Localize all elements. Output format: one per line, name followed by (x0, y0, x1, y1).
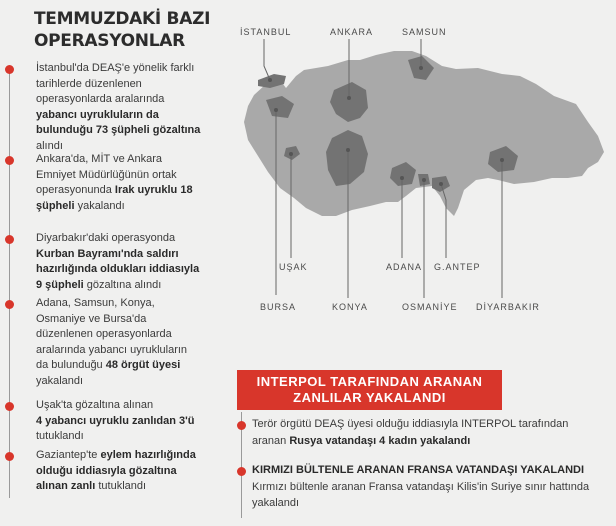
text-segment: alınan zanlı (36, 480, 96, 492)
dot-konya (346, 148, 350, 152)
text-segment: yakalandı (74, 199, 125, 212)
text-line (36, 312, 226, 328)
text-line (36, 92, 226, 108)
dot-osmaniye (422, 178, 426, 182)
dot-istanbul (268, 78, 272, 82)
text-line (252, 416, 607, 433)
turkey-map (236, 10, 616, 330)
bullet-dot (5, 156, 14, 165)
text-segment: düzenlenen operasyonlarda (36, 328, 172, 340)
bullet-dot (5, 300, 14, 309)
text-line (36, 374, 226, 390)
text-line (36, 77, 226, 93)
dot-ankara (347, 96, 351, 100)
interpol-banner (237, 370, 502, 410)
text-line (36, 247, 226, 263)
page-title (34, 8, 234, 52)
text-segment: Uşak'ta gözaltına alınan (36, 399, 154, 411)
label-samsun: SAMSUN (402, 27, 447, 37)
bullet-dot (5, 65, 14, 74)
text-line (36, 343, 226, 359)
text-segment: Ankara'da, MİT ve Ankara (36, 153, 163, 165)
text-segment: alındı (36, 139, 63, 152)
banner-line-1: INTERPOL TARAFINDAN ARANAN (256, 374, 483, 389)
text-line (36, 61, 226, 77)
text-segment: 48 örgüt üyesi (105, 359, 181, 371)
text-segment: şüpheli (36, 199, 75, 212)
list-item (36, 231, 226, 293)
text-line (252, 462, 607, 479)
text-segment: 4 yabancı uyruklu zanlıdan 3'ü (36, 414, 195, 427)
text-segment: Irak uyruklu 18 (114, 184, 193, 196)
text-line (252, 495, 607, 512)
text-line (36, 414, 226, 430)
label-osmaniye: OSMANİYE (402, 302, 458, 312)
title-line-1: TEMMUZDAKİ BAZI (34, 9, 211, 29)
bullet-dot (237, 421, 246, 430)
text-line (252, 479, 607, 496)
text-segment: tarihlerde düzenlenen (36, 77, 142, 90)
text-segment: Emniyet Müdürlüğünün ortak (36, 168, 177, 181)
text-line (36, 199, 226, 215)
text-segment: operasyonlarda aralarında (36, 93, 165, 105)
list-item (252, 416, 607, 449)
text-segment: Kırmızı bültenle aranan Fransa vatandaşı Kilis'in Suriye sınır hattında (252, 480, 590, 493)
timeline-line (9, 68, 10, 498)
bullet-dot (5, 402, 14, 411)
text-segment: aranan (252, 434, 290, 447)
list-item (36, 152, 226, 214)
text-segment: KIRMIZI BÜLTENLE ARANAN FRANSA VATANDAŞI YAKALANDI (252, 464, 585, 476)
text-line (36, 358, 226, 374)
text-segment: tutuklandı (95, 480, 147, 492)
list-item (36, 398, 226, 445)
text-line (36, 296, 226, 312)
text-segment: da bulunduğu (36, 359, 106, 371)
text-segment: Gaziantep'te (36, 449, 101, 461)
dot-usak (289, 152, 293, 156)
text-segment: Diyarbakır'daki operasyonda (36, 232, 176, 244)
label-diyarbakir: DİYARBAKIR (476, 302, 540, 312)
text-line (36, 479, 226, 495)
text-line (36, 464, 226, 480)
text-line (36, 327, 226, 343)
text-segment: Osmaniye ve Bursa'da (36, 312, 147, 325)
dot-diyarbakir (500, 158, 504, 162)
title-line-2: OPERASYONLAR (34, 31, 185, 51)
label-istanbul: İSTANBUL (240, 27, 292, 37)
text-segment: Adana, Samsun, Konya, (36, 297, 155, 309)
text-segment: 9 şüpheli (36, 278, 84, 291)
text-line (36, 262, 226, 278)
text-segment: gözaltına alındı (83, 278, 162, 291)
text-segment: İstanbul'da DEAŞ'e yönelik farklı (36, 62, 195, 74)
list-item (36, 296, 226, 389)
text-line (36, 231, 226, 247)
text-segment: hazırlığında oldukları iddiasıyla (36, 263, 200, 275)
text-line (36, 108, 226, 124)
text-line (36, 278, 226, 294)
label-gantep: G.ANTEP (434, 262, 481, 272)
bullet-dot (237, 467, 246, 476)
text-line (36, 398, 226, 414)
text-segment: Terör örgütü DEAŞ üyesi olduğu iddiasıyla INTERPOL tarafından (252, 418, 569, 430)
text-segment: yakalandı (252, 497, 300, 509)
text-line (36, 123, 226, 139)
text-segment: Rusya vatandaşı 4 kadın yakalandı (289, 434, 471, 447)
text-segment: bulunduğu 73 şüpheli gözaltına (36, 124, 201, 136)
text-segment: olduğu iddiasıyla gözaltına (36, 464, 177, 477)
text-segment: eylem hazırlığında (100, 449, 196, 461)
dot-gantep (439, 182, 443, 186)
list-item (252, 462, 607, 512)
banner-line-2: ZANLILAR YAKALANDI (293, 390, 446, 405)
dot-adana (400, 176, 404, 180)
dot-bursa (274, 108, 278, 112)
text-line (36, 168, 226, 184)
text-segment: operasyonunda (36, 184, 115, 196)
text-line (36, 429, 226, 445)
bullet-dot (5, 452, 14, 461)
text-line (36, 152, 226, 168)
leader-istanbul (264, 39, 270, 80)
text-segment: tutuklandı (36, 430, 84, 442)
text-line (36, 183, 226, 199)
label-adana: ADANA (386, 262, 423, 272)
text-segment: yakalandı (36, 374, 84, 387)
bullet-dot (5, 235, 14, 244)
text-segment: aralarında yabancı uyrukluların (36, 343, 188, 356)
text-line (252, 433, 607, 450)
dot-samsun (419, 66, 423, 70)
list-item (36, 61, 226, 154)
label-usak: UŞAK (279, 262, 308, 272)
label-ankara: ANKARA (330, 27, 374, 37)
text-segment: yabancı uyrukluların da (36, 108, 159, 121)
label-konya: KONYA (332, 302, 368, 312)
list-item (36, 448, 226, 495)
text-segment: Kurban Bayramı'nda saldırı (36, 247, 179, 260)
label-bursa: BURSA (260, 302, 297, 312)
text-line (36, 448, 226, 464)
